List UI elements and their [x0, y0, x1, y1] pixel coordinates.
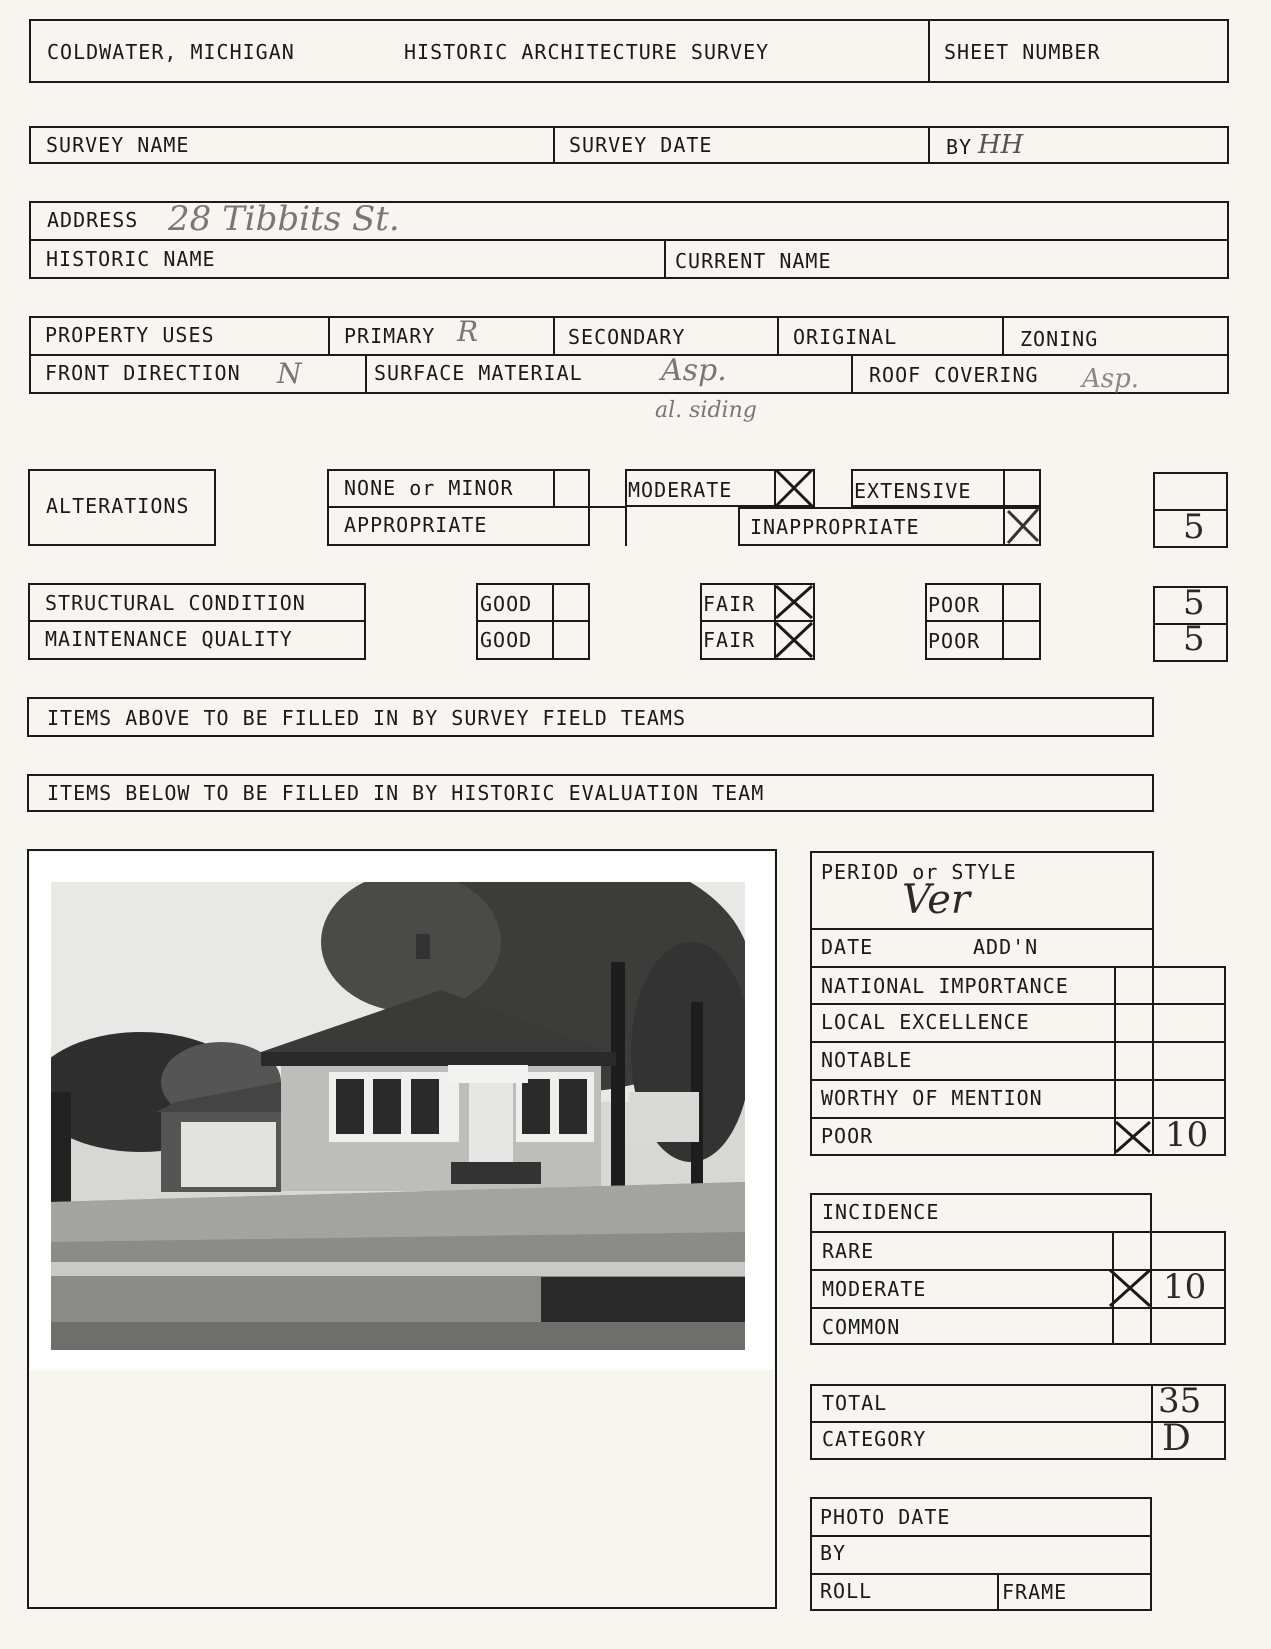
survey-divider-2 — [928, 126, 930, 164]
inappropriate-x-mark — [1003, 506, 1043, 546]
category-label: CATEGORY — [822, 1427, 927, 1451]
structural-fair-label: FAIR — [703, 592, 756, 616]
date-label: DATE — [821, 935, 874, 959]
roll-label: ROLL — [820, 1579, 873, 1603]
structural-condition-label: STRUCTURAL CONDITION — [45, 591, 306, 615]
surface-material-label: SURFACE MATERIAL — [374, 361, 583, 385]
header-divider — [928, 19, 930, 83]
incidence-moderate-score: 10 — [1163, 1267, 1207, 1307]
eval-line-5 — [810, 1117, 1226, 1119]
none-minor-label: NONE or MINOR — [344, 476, 514, 500]
maintenance-fair-label: FAIR — [703, 628, 756, 652]
property-v4 — [1002, 316, 1004, 354]
roof-covering-value: Asp. — [1082, 364, 1140, 394]
front-direction-label: FRONT DIRECTION — [45, 361, 241, 385]
photo-info-line-1 — [810, 1535, 1152, 1537]
house-photograph — [51, 882, 745, 1350]
totals-v — [1151, 1384, 1153, 1460]
original-label: ORIGINAL — [793, 325, 898, 349]
address-divider — [29, 239, 1229, 241]
moderate-label: MODERATE — [628, 478, 733, 502]
items-below-note: ITEMS BELOW TO BE FILLED IN BY HISTORIC EVALUATION TEAM — [47, 781, 765, 805]
poor-divider — [925, 620, 1041, 622]
eval-line-2 — [810, 1003, 1226, 1005]
alterations-label: ALTERATIONS — [46, 494, 190, 518]
sheet-number-label: SHEET NUMBER — [944, 40, 1101, 64]
maintenance-quality-label: MAINTENANCE QUALITY — [45, 627, 293, 651]
incidence-moderate-label: MODERATE — [822, 1277, 927, 1301]
structural-score: 5 — [1183, 583, 1205, 623]
eval-line-4 — [810, 1079, 1226, 1081]
alt-divider-1 — [327, 506, 627, 508]
maintenance-good-label: GOOD — [480, 628, 533, 652]
items-above-note: ITEMS ABOVE TO BE FILLED IN BY SURVEY FIELD TEAMS — [47, 706, 687, 730]
period-style-value: Ver — [902, 877, 971, 923]
evaluation-poor-score: 10 — [1165, 1115, 1209, 1155]
secondary-label: SECONDARY — [568, 325, 686, 349]
moderate-x-mark — [772, 466, 816, 510]
survey-name-label: SURVEY NAME — [46, 133, 190, 157]
surface-material-note: al. siding — [655, 398, 757, 423]
property-uses-label: PROPERTY USES — [45, 323, 215, 347]
city-label: COLDWATER, MICHIGAN — [47, 40, 295, 64]
inappropriate-label: INAPPROPRIATE — [750, 515, 920, 539]
eval-line-3 — [810, 1041, 1226, 1043]
photo-info-v — [997, 1573, 999, 1611]
survey-date-label: SURVEY DATE — [569, 133, 713, 157]
category-value: D — [1162, 1418, 1191, 1459]
roof-covering-label: ROOF COVERING — [869, 363, 1039, 387]
evaluation-poor-x-mark — [1112, 1118, 1154, 1156]
front-direction-value: N — [277, 357, 302, 390]
by-value: HH — [978, 130, 1024, 160]
historic-name-label: HISTORIC NAME — [46, 247, 216, 271]
incidence-moderate-x-mark — [1106, 1266, 1154, 1310]
structural-poor-label: POOR — [928, 593, 981, 617]
photo-date-label: PHOTO DATE — [820, 1505, 951, 1529]
local-excellence-label: LOCAL EXCELLENCE — [821, 1010, 1030, 1034]
maintenance-score: 5 — [1183, 619, 1205, 659]
surface-material-value: Asp. — [661, 353, 727, 388]
poor-check-v — [1002, 583, 1004, 660]
incidence-label: INCIDENCE — [822, 1200, 940, 1224]
none-minor-check-v — [553, 469, 555, 507]
primary-value: R — [457, 315, 479, 348]
condition-label-divider — [28, 620, 366, 622]
addn-label: ADD'N — [973, 935, 1039, 959]
structural-fair-x-mark — [772, 582, 816, 622]
good-check-v — [552, 583, 554, 660]
property-divider — [29, 354, 1229, 356]
good-divider — [476, 620, 590, 622]
by-label: BY — [946, 135, 973, 159]
total-value: 35 — [1158, 1381, 1202, 1421]
address-divider-v — [664, 239, 666, 279]
appropriate-check-v — [588, 506, 590, 546]
alterations-score: 5 — [1183, 507, 1205, 547]
zoning-label: ZONING — [1020, 327, 1099, 351]
maintenance-poor-label: POOR — [928, 629, 981, 653]
structural-good-label: GOOD — [480, 592, 533, 616]
form-title: HISTORIC ARCHITECTURE SURVEY — [404, 40, 770, 64]
address-label: ADDRESS — [47, 208, 139, 232]
maintenance-fair-x-mark — [772, 619, 816, 661]
property-v6 — [851, 354, 853, 394]
inc-line-1 — [810, 1231, 1226, 1233]
address-value: 28 Tibbits St. — [168, 199, 400, 239]
period-style-label: PERIOD or STYLE — [821, 860, 1017, 884]
total-label: TOTAL — [822, 1391, 888, 1415]
property-v5 — [365, 354, 367, 394]
inc-line-3 — [810, 1307, 1226, 1309]
worthy-of-mention-label: WORTHY OF MENTION — [821, 1086, 1043, 1110]
rare-label: RARE — [822, 1239, 875, 1263]
eval-line-1 — [810, 966, 1226, 968]
notable-label: NOTABLE — [821, 1048, 913, 1072]
common-label: COMMON — [822, 1315, 901, 1339]
current-name-label: CURRENT NAME — [675, 249, 832, 273]
frame-label: FRAME — [1002, 1580, 1068, 1604]
extensive-label: EXTENSIVE — [854, 479, 972, 503]
evaluation-poor-label: POOR — [821, 1124, 874, 1148]
survey-divider-1 — [553, 126, 555, 164]
appropriate-label: APPROPRIATE — [344, 513, 488, 537]
photo-by-label: BY — [820, 1541, 847, 1565]
property-v2 — [553, 316, 555, 354]
primary-label: PRIMARY — [344, 324, 436, 348]
national-importance-label: NATIONAL IMPORTANCE — [821, 974, 1069, 998]
property-v1 — [328, 316, 330, 354]
property-v3 — [777, 316, 779, 354]
photo-info-line-2 — [810, 1573, 1152, 1575]
